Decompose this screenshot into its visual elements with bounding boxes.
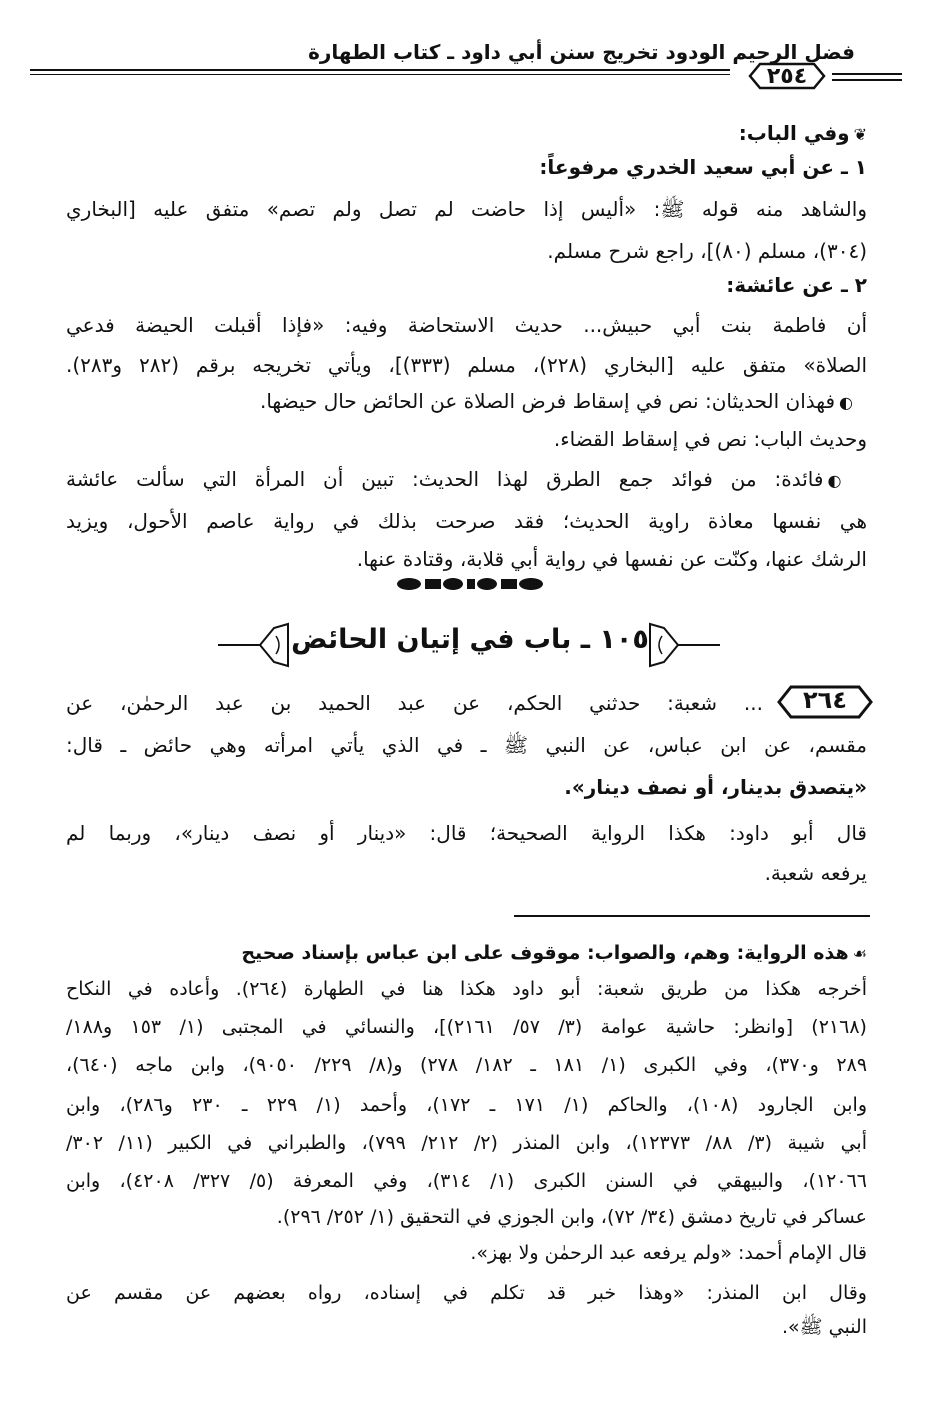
commentary-line: أخرجه هكذا من طريق شعبة: أبو داود هكذا هنا في الطهارة (٢٦٤). وأعاده في النكاح bbox=[66, 978, 867, 1000]
body-line: وحديث الباب: نص في إسقاط القضاء. bbox=[553, 427, 867, 451]
page-number: ٢٥٤ bbox=[766, 64, 808, 89]
body-line: ٢ ـ عن عائشة: bbox=[726, 273, 867, 297]
ornament-divider-icon bbox=[395, 576, 545, 592]
bullet-c-icon: ◐ bbox=[827, 471, 853, 490]
footnote-separator bbox=[514, 915, 870, 917]
hadith-line: قال أبو داود: هكذا الرواية الصحيحة؛ قال: «دينار أو نصف دينار»، وربما لم bbox=[66, 821, 867, 845]
body-line: الرشك عنها، وكنّت عن نفسها في رواية أبي قلابة، وقتادة عنها. bbox=[356, 547, 867, 571]
commentary-line: وابن الجارود (١٠٨)، والحاكم (١/ ١٧١ ـ ١٧٢)، وأحمد (١/ ٢٢٩ ـ ٢٣٠ و٢٨٦)، وابن bbox=[66, 1094, 868, 1116]
body-line: ١ ـ عن أبي سعيد الخدري مرفوعاً: bbox=[539, 155, 867, 179]
hadith-line: يرفعه شعبة. bbox=[764, 861, 867, 885]
header-rule bbox=[30, 69, 730, 71]
commentary-line: النبي ﷺ». bbox=[781, 1316, 867, 1338]
bullet-line: ◐فائدة: من فوائد جمع الطرق لهذا الحديث: تبين أن المرأة التي سألت عائشة bbox=[66, 467, 853, 491]
hadith-number: ٢٦٤ bbox=[803, 686, 847, 714]
chapter-heading: ١٠٥ ـ باب في إتيان الحائض bbox=[291, 624, 649, 655]
commentary-line: عساكر في تاريخ دمشق (٣٤/ ٧٢)، وابن الجوزي في التحقيق (١/ ٢٥٢/ ٢٩٦). bbox=[276, 1206, 867, 1228]
hadith-line: مقسم، عن ابن عباس، عن النبي ﷺ ـ في الذي يأتي امرأته وهي حائض ـ قال: bbox=[66, 733, 867, 757]
body-line: أن فاطمة بنت أبي حبيش... حديث الاستحاضة وفيه: «فإذا أقبلت الحيضة فدعي bbox=[66, 313, 867, 337]
body-line: (٣٠٤)، مسلم (٨٠)]، راجع شرح مسلم. bbox=[547, 239, 867, 263]
leaf-mark-icon: ❦ bbox=[853, 125, 867, 144]
page-number-rule bbox=[832, 73, 902, 75]
commentary-line: (٢١٦٨) [وانظر: حاشية عوامة (٣/ ٥٧/ ٢١٦١)]، والنسائي في المجتبى (١/ ١٥٣ و١٨٨/ bbox=[66, 1016, 867, 1038]
commentary-line: أبي شيبة (٣/ ٨٨/ ١٢٣٧٣)، وابن المنذر (٢/ ٢١٢/ ٧٩٩)، والطبراني في الكبير (١١/ ٣٠٢/ bbox=[66, 1132, 867, 1154]
hadith-line: ... شعبة: حدثني الحكم، عن عبد الحميد بن عبد الرحمٰن، عن bbox=[66, 691, 763, 715]
commentary-line: وقال ابن المنذر: «وهذا خبر قد تكلم في إسناده، رواه بعضهم عن مقسم عن bbox=[66, 1282, 867, 1304]
commentary-heading: ☙هذه الرواية: وهم، والصواب: موقوف على ابن عباس بإسناد صحيح bbox=[241, 942, 867, 964]
commentary-line: ١٢٠٦٦)، والبيهقي في السنن الكبرى (١/ ٣١٤)، وفي المعرفة (٥/ ٣٢٧/ ٤٢٠٨)، وابن bbox=[66, 1170, 867, 1192]
commentary-line: ٢٨٩ و٣٧٠)، وفي الكبرى (١/ ١٨١ ـ ١٨٢/ ٢٧٨) و(٨/ ٢٢٩/ ٩٠٥٠)، وابن ماجه (٦٤٠)، bbox=[66, 1054, 868, 1076]
page-number-rule bbox=[832, 79, 902, 81]
body-line: الصلاة» متفق عليه [البخاري (٢٢٨)، مسلم (٣٣٣)]، ويأتي تخريجه برقم (٢٨٢ و٢٨٣). bbox=[66, 353, 868, 377]
commentary-line: قال الإمام أحمد: «ولم يرفعه عبد الرحمٰن ولا بهز». bbox=[470, 1242, 867, 1264]
running-header: فضل الرحيم الودود تخريج سنن أبي داود ـ كتاب الطهارة bbox=[308, 40, 855, 64]
body-line: والشاهد منه قوله ﷺ: «أليس إذا حاضت لم تصل ولم تصم» متفق عليه [البخاري bbox=[66, 197, 867, 221]
bullet-c-icon: ◐ bbox=[839, 393, 853, 412]
hadith-line: «يتصدق بدينار، أو نصف دينار». bbox=[564, 775, 867, 799]
section-intro: ❦وفي الباب: bbox=[738, 121, 867, 145]
bullet-line: ◐فهذان الحديثان: نص في إسقاط فرض الصلاة عن الحائض حال حيضها. bbox=[259, 389, 853, 413]
body-line: هي نفسها معاذة راوية الحديث؛ فقد صرحت بذلك في رواية عاصم الأحول، ويزيد bbox=[66, 509, 867, 533]
header-rule-thin bbox=[30, 74, 730, 75]
commentary-mark-icon: ☙ bbox=[852, 944, 867, 963]
